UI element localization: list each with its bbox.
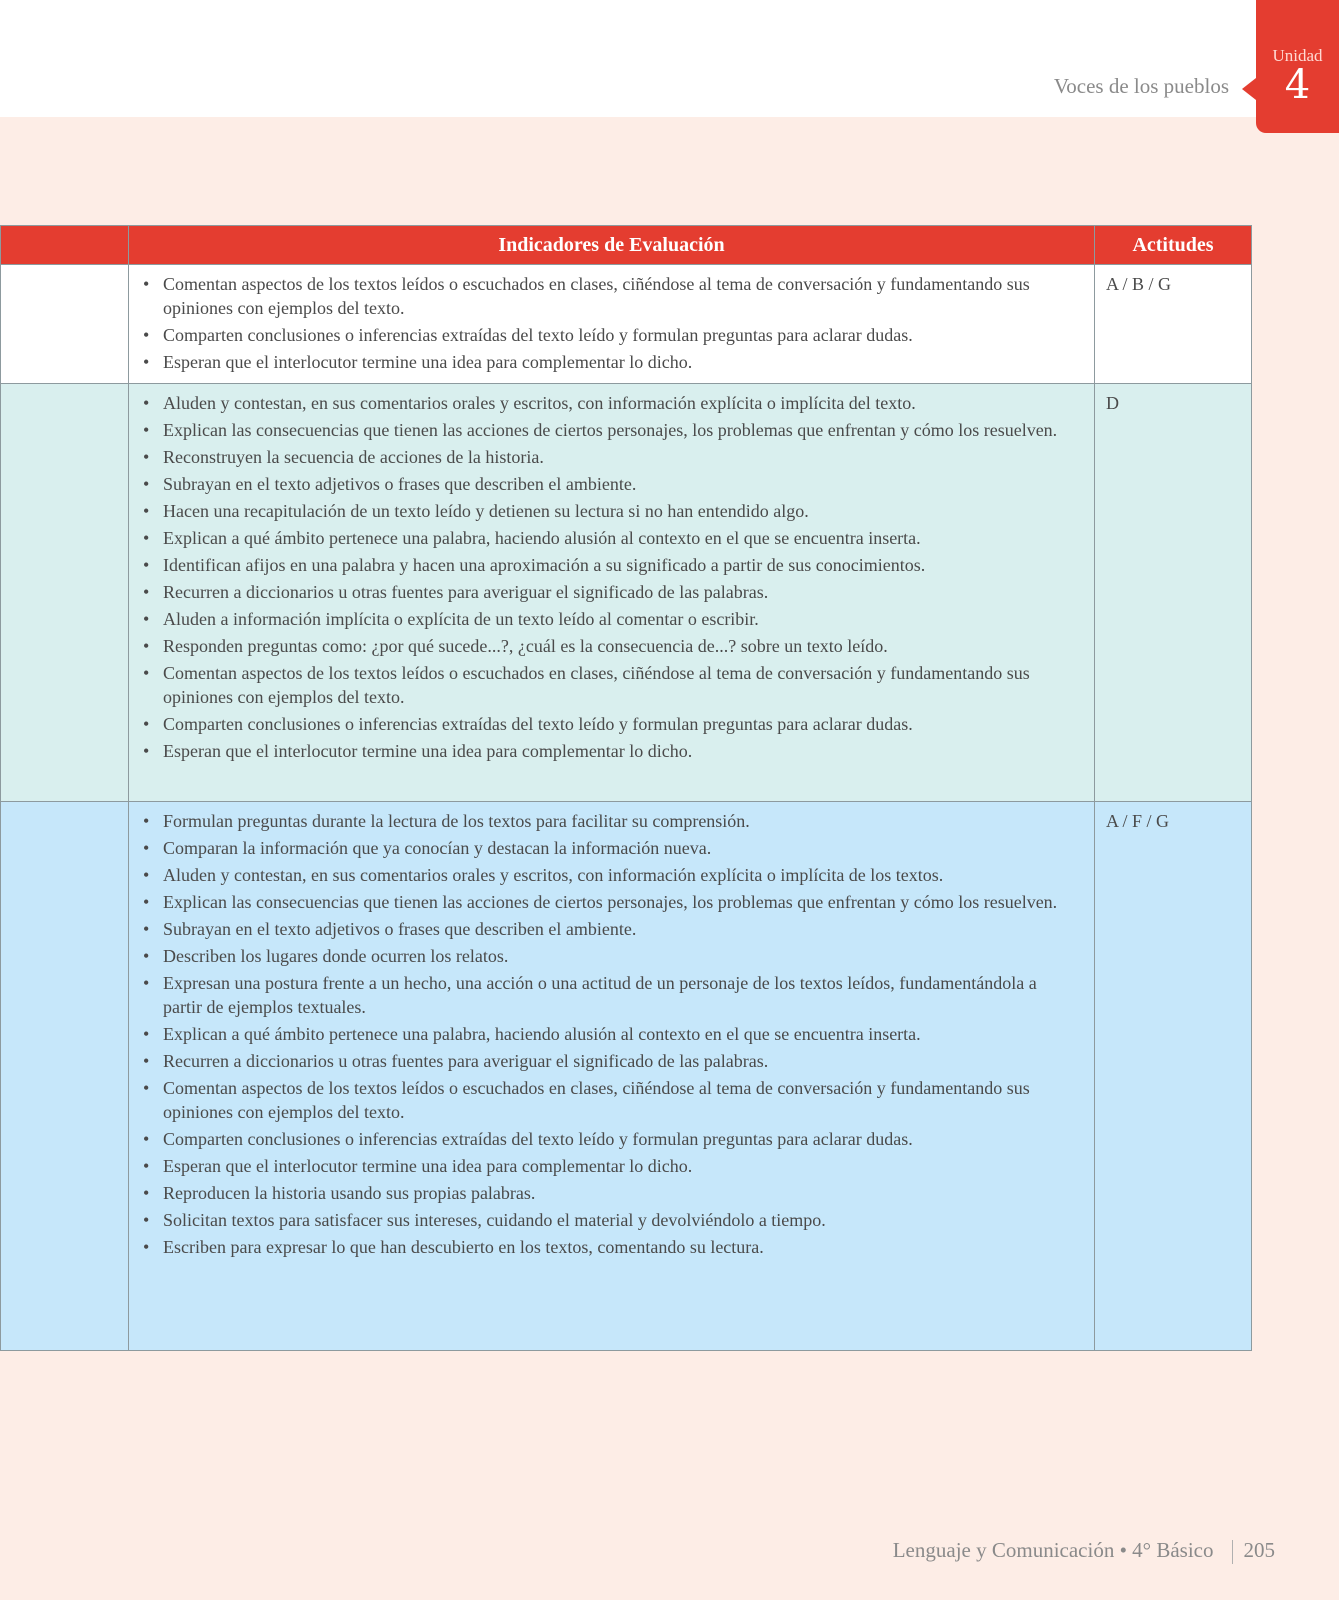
list-item: • Responden preguntas como: ¿por qué sucede...?, ¿cuál es la consecuencia de...? sobre un texto leído.	[141, 634, 1076, 658]
table-header-row	[1, 226, 1252, 265]
list-item: • Explican las consecuencias que tienen las acciones de ciertos personajes, los problemas que enfrentan y cómo los resuelven.	[141, 418, 1076, 442]
list-item: • Expresan una postura frente a un hecho, una acción o una actitud de un personaje de los textos leídos, fundamentándola a partir de ejemplos textuales.	[141, 971, 1076, 1019]
unit-label: Unidad	[1272, 46, 1323, 65]
list-item: • Comparten conclusiones o inferencias extraídas del texto leído y formulan preguntas para aclarar dudas.	[141, 1127, 1076, 1151]
table-row	[1, 265, 1252, 384]
list-item: • Escriben para expresar lo que han descubierto en los textos, comentando su lectura.	[141, 1235, 1076, 1259]
list-item: • Comentan aspectos de los textos leídos o escuchados en clases, ciñéndose al tema de conversación y fundamentando sus opiniones con ejemplos del texto.	[141, 272, 1076, 320]
header-band	[0, 0, 1339, 117]
list-item: • Reproducen la historia usando sus propias palabras.	[141, 1181, 1076, 1205]
indicator-list	[141, 809, 1076, 1259]
page-footer	[893, 1538, 1275, 1564]
evaluation-table	[0, 225, 1252, 1351]
list-item: • Hacen una recapitulación de un texto leído y detienen su lectura si no han entendido algo.	[141, 499, 1076, 523]
list-item: • Identifican afijos en una palabra y hacen una aproximación a su significado a partir de sus conocimientos.	[141, 553, 1076, 577]
unit-number: 4	[1284, 62, 1311, 108]
indicator-list	[141, 391, 1076, 763]
list-item: • Aluden a información implícita o explícita de un texto leído al comentar o escribir.	[141, 607, 1076, 631]
row-label-cell	[1, 384, 129, 802]
list-item: • Comentan aspectos de los textos leídos o escuchados en clases, ciñéndose al tema de conversación y fundamentando sus opiniones con ejemplos del texto.	[141, 661, 1076, 709]
list-item: • Recurren a diccionarios u otras fuentes para averiguar el significado de las palabras.	[141, 580, 1076, 604]
list-item: • Comentan aspectos de los textos leídos o escuchados en clases, ciñéndose al tema de conversación y fundamentando sus opiniones con ejemplos del texto.	[141, 1076, 1076, 1124]
row-label-cell	[1, 802, 129, 1351]
actitudes-cell: A / F / G	[1095, 802, 1252, 1351]
page-number: 205	[1243, 1538, 1275, 1562]
actitudes-cell: A / B / G	[1095, 265, 1252, 384]
list-item: • Comparan la información que ya conocían y destacan la información nueva.	[141, 836, 1076, 860]
running-title: Voces de los pueblos	[1053, 74, 1229, 98]
list-item: • Explican las consecuencias que tienen las acciones de ciertos personajes, los problemas que enfrentan y cómo los resuelven.	[141, 890, 1076, 914]
list-item: • Subrayan en el texto adjetivos o frases que describen el ambiente.	[141, 472, 1076, 496]
list-item: • Comparten conclusiones o inferencias extraídas del texto leído y formulan preguntas para aclarar dudas.	[141, 712, 1076, 736]
indicadores-cell	[129, 265, 1095, 384]
header-actitudes: Actitudes	[1095, 226, 1252, 265]
indicator-list	[141, 272, 1076, 374]
footer-book-title: Lenguaje y Comunicación • 4° Básico	[892, 1538, 1214, 1562]
list-item: • Explican a qué ámbito pertenece una palabra, haciendo alusión al contexto en el que se encuentra inserta.	[141, 526, 1076, 550]
footer-divider	[1232, 1540, 1233, 1564]
header-empty	[1, 226, 129, 265]
unit-tab	[1256, 0, 1339, 133]
table-row	[1, 384, 1252, 802]
list-item: • Esperan que el interlocutor termine una idea para complementar lo dicho.	[141, 1154, 1076, 1178]
table-row	[1, 802, 1252, 1351]
indicadores-cell	[129, 384, 1095, 802]
list-item: • Explican a qué ámbito pertenece una palabra, haciendo alusión al contexto en el que se encuentra inserta.	[141, 1022, 1076, 1046]
list-item: • Aluden y contestan, en sus comentarios orales y escritos, con información explícita o implícita de los textos.	[141, 863, 1076, 887]
list-item: • Subrayan en el texto adjetivos o frases que describen el ambiente.	[141, 917, 1076, 941]
row-label-cell	[1, 265, 129, 384]
list-item: • Solicitan textos para satisfacer sus intereses, cuidando el material y devolviéndolo a tiempo.	[141, 1208, 1076, 1232]
list-item: • Aluden y contestan, en sus comentarios orales y escritos, con información explícita o implícita del texto.	[141, 391, 1076, 415]
list-item: • Esperan que el interlocutor termine una idea para complementar lo dicho.	[141, 739, 1076, 763]
actitudes-cell: D	[1095, 384, 1252, 802]
list-item: • Describen los lugares donde ocurren los relatos.	[141, 944, 1076, 968]
list-item: • Formulan preguntas durante la lectura de los textos para facilitar su comprensión.	[141, 809, 1076, 833]
list-item: • Recurren a diccionarios u otras fuentes para averiguar el significado de las palabras.	[141, 1049, 1076, 1073]
header-indicadores: Indicadores de Evaluación	[129, 226, 1095, 265]
list-item: • Comparten conclusiones o inferencias extraídas del texto leído y formulan preguntas para aclarar dudas.	[141, 323, 1076, 347]
list-item: • Esperan que el interlocutor termine una idea para complementar lo dicho.	[141, 350, 1076, 374]
indicadores-cell	[129, 802, 1095, 1351]
list-item: • Reconstruyen la secuencia de acciones de la historia.	[141, 445, 1076, 469]
